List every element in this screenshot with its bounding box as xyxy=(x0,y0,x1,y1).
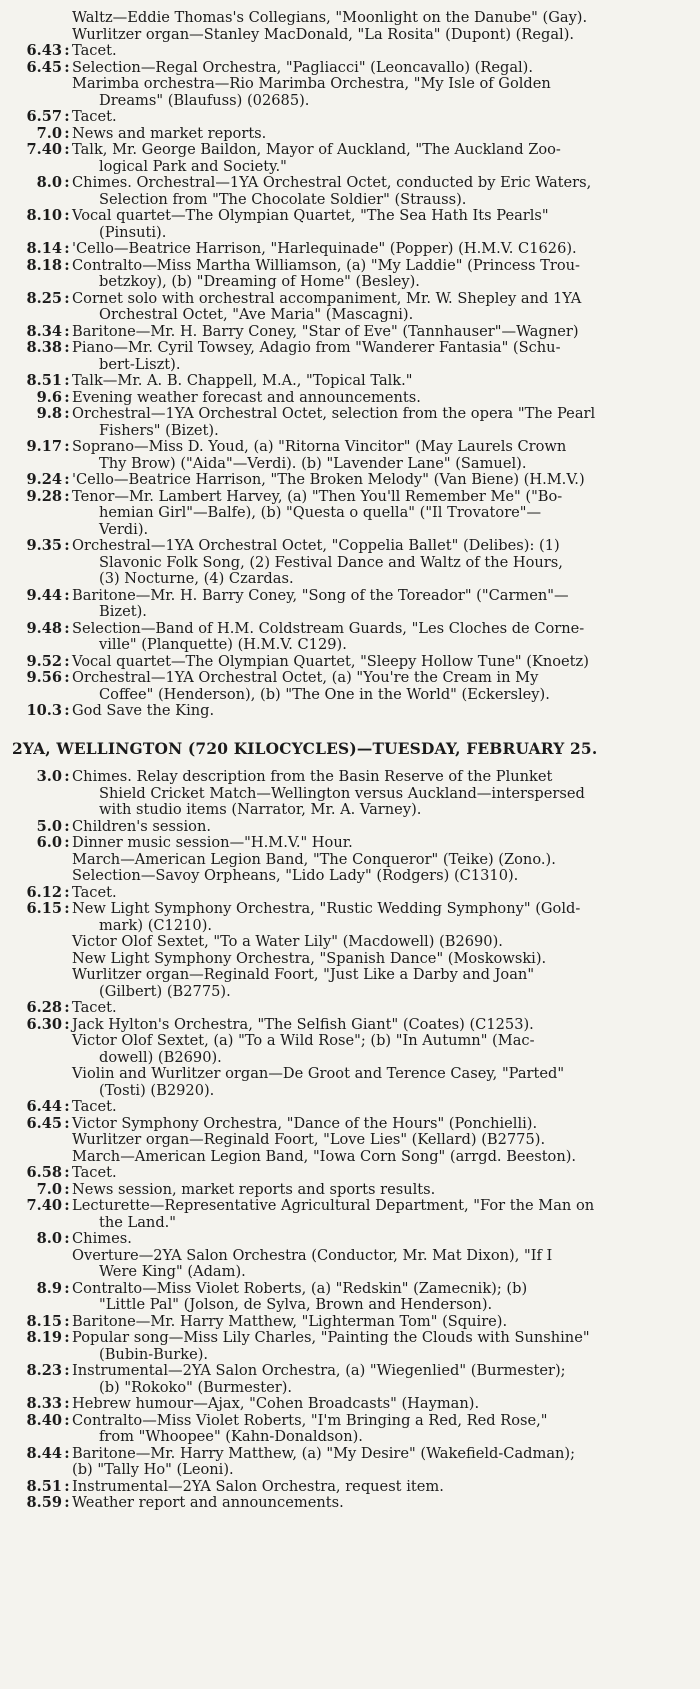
time-separator: : xyxy=(64,1197,70,1214)
time-separator: : xyxy=(64,669,70,686)
entry-description xyxy=(72,885,694,902)
entry-description xyxy=(72,819,694,836)
entry-line: Evening weather forecast and announcements. xyxy=(72,388,421,406)
entry-description xyxy=(72,43,694,60)
time-separator: : xyxy=(64,58,70,76)
programme-entry xyxy=(8,208,694,241)
entry-time: 8.44 xyxy=(26,1444,62,1462)
entry-line: Wurlitzer organ—Stanley MacDonald, "La Rosita" (Dupont) (Regal). xyxy=(72,25,575,43)
entry-line: Talk, Mr. George Baildon, Mayor of Auckland, "The Auckland Zoo- xyxy=(72,141,561,158)
programme-entry xyxy=(8,1000,694,1017)
entry-line: logical Park and Society." xyxy=(99,157,287,175)
entry-description xyxy=(72,1231,694,1281)
programme-entry xyxy=(8,819,694,836)
entry-line: Baritone—Mr. Harry Matthew, "Lighterman Tom" (Squire). xyxy=(72,1312,508,1330)
entry-line: from "Whoopee" (Kahn-Donaldson). xyxy=(99,1428,363,1445)
entry-description xyxy=(72,1198,694,1231)
time-separator: : xyxy=(64,900,70,917)
time-separator: : xyxy=(64,999,70,1016)
entry-time: 9.8 xyxy=(36,405,62,422)
time-separator: : xyxy=(64,1395,70,1412)
entry-description xyxy=(72,1116,694,1166)
entry-line: Weather report and announcements. xyxy=(72,1494,344,1511)
entry-description xyxy=(72,1000,694,1017)
entry-time: 9.6 xyxy=(36,388,62,406)
entry-line: Orchestral—1YA Orchestral Octet, "Coppelia Ballet" (Delibes): (1) xyxy=(72,537,560,554)
entry-time: 6.28 xyxy=(26,999,62,1016)
entry-time: 6.57 xyxy=(26,108,62,125)
entry-description xyxy=(72,1281,694,1314)
time-separator: : xyxy=(64,141,70,158)
entry-line: Orchestral Octet, "Ave Maria" (Mascagni). xyxy=(99,306,414,323)
entry-time: 8.15 xyxy=(26,1312,62,1330)
time-separator: : xyxy=(64,1477,70,1495)
entry-description xyxy=(72,10,694,43)
entry-line: Dreams" (Blaufuss) (02685). xyxy=(99,91,310,109)
entry-description xyxy=(72,1165,694,1182)
entry-line: Victor Symphony Orchestra, "Dance of the Hours" (Ponchielli). xyxy=(72,1114,538,1132)
programme-entry xyxy=(8,1413,694,1446)
entry-time: 8.10 xyxy=(26,207,62,224)
entry-line: Violin and Wurlitzer organ—De Groot and Terence Casey, "Parted" xyxy=(72,1065,565,1082)
entry-line: (Gilbert) (B2775). xyxy=(99,982,231,1000)
time-separator: : xyxy=(64,289,70,307)
programme-entry xyxy=(8,472,694,489)
entry-line: (Bubin-Burke). xyxy=(99,1345,209,1363)
entry-line: Thy Brow) ("Aida"—Verdi). (b) "Lavender Lane" (Samuel). xyxy=(99,454,527,472)
programme-entry xyxy=(8,1182,694,1199)
entry-line: Children's session. xyxy=(72,817,211,835)
time-separator: : xyxy=(64,1444,70,1462)
programme-entry xyxy=(8,703,694,720)
programme-entry xyxy=(8,1446,694,1479)
time-separator: : xyxy=(64,487,70,505)
entry-time: 7.0 xyxy=(36,124,62,142)
entry-line: Chimes. Orchestral—1YA Orchestral Octet, conducted by Eric Waters, xyxy=(72,174,592,191)
entry-line: "Little Pal" (Jolson, de Sylva, Brown and Henderson). xyxy=(99,1296,493,1313)
entry-line: Tacet. xyxy=(72,42,117,59)
time-separator: : xyxy=(64,124,70,142)
entry-line: Tacet. xyxy=(72,883,117,901)
entry-line: Instrumental—2YA Salon Orchestra, (a) "Wiegenlied" (Burmester); xyxy=(72,1362,566,1379)
programme-entry xyxy=(8,1099,694,1116)
entry-time: 8.51 xyxy=(26,1477,62,1495)
entry-line: Contralto—Miss Violet Roberts, "I'm Bringing a Red, Red Rose," xyxy=(72,1411,548,1429)
time-separator: : xyxy=(64,207,70,224)
entry-time: 8.23 xyxy=(26,1362,62,1379)
entry-line: Dinner music session—"H.M.V." Hour. xyxy=(72,834,353,851)
entry-description xyxy=(72,373,694,390)
entry-time: 6.12 xyxy=(26,883,62,901)
entry-line: Wurlitzer organ—Reginald Foort, "Just Like a Darby and Joan" xyxy=(72,966,535,983)
entry-line: Tacet. xyxy=(72,1098,117,1115)
programme-entry xyxy=(8,1495,694,1512)
entry-description xyxy=(72,1330,694,1363)
time-separator: : xyxy=(64,768,70,785)
entry-line: Shield Cricket Match—Wellington versus Auckland—interspersed xyxy=(99,784,585,802)
entry-description xyxy=(72,489,694,539)
entry-description xyxy=(72,538,694,588)
time-separator: : xyxy=(64,339,70,356)
programme-entry xyxy=(8,1017,694,1100)
time-separator: : xyxy=(64,834,70,851)
entry-line: bert-Liszt). xyxy=(99,355,181,373)
entry-line: Tenor—Mr. Lambert Harvey, (a) "Then You'll Remember Me" ("Bo- xyxy=(72,487,563,505)
programme-entry xyxy=(8,175,694,208)
time-separator: : xyxy=(64,1015,70,1033)
time-separator: : xyxy=(64,1098,70,1115)
programme-entry xyxy=(8,1396,694,1413)
entry-line: Selection—Savoy Orpheans, "Lido Lady" (Rodgers) (C1310). xyxy=(72,867,519,884)
entry-line: Chimes. xyxy=(72,1230,132,1247)
entry-description xyxy=(72,703,694,720)
entry-line: (Pinsuti). xyxy=(99,223,167,241)
entry-description xyxy=(72,1017,694,1100)
time-separator: : xyxy=(64,1279,70,1297)
entry-line: Tacet. xyxy=(72,999,117,1016)
entry-line: (b) "Rokoko" (Burmester). xyxy=(99,1378,293,1396)
programme-entry xyxy=(8,769,694,819)
station-heading-2ya: 2YA, WELLINGTON (720 KILOCYCLES)—TUESDAY, FEBRUARY 25. xyxy=(12,739,598,758)
programme-entry xyxy=(8,588,694,621)
programme-entry xyxy=(8,390,694,407)
entry-time: 9.35 xyxy=(26,537,62,554)
programme-entry xyxy=(8,1116,694,1166)
time-separator: : xyxy=(64,240,70,257)
programme-entry xyxy=(8,1330,694,1363)
entry-line: Verdi). xyxy=(99,520,149,538)
time-separator: : xyxy=(64,652,70,670)
programme-entry xyxy=(8,1314,694,1331)
entry-line: New Light Symphony Orchestra, "Spanish Dance" (Moskowski). xyxy=(72,949,547,967)
entry-time: 6.0 xyxy=(36,834,62,851)
entry-time: 9.44 xyxy=(26,586,62,604)
time-separator: : xyxy=(64,42,70,59)
entry-time: 8.59 xyxy=(26,1494,62,1511)
entry-line: Baritone—Mr. H. Barry Coney, "Star of Eve" (Tannhauser"—Wagner) xyxy=(72,322,579,340)
programme-entry xyxy=(8,439,694,472)
entry-time: 3.0 xyxy=(36,768,62,785)
entry-description xyxy=(72,109,694,126)
entry-line: Slavonic Folk Song, (2) Festival Dance and Waltz of the Hours, xyxy=(99,553,563,571)
programme-entry xyxy=(8,1363,694,1396)
entry-description xyxy=(72,208,694,241)
entry-line: Instrumental—2YA Salon Orchestra, request item. xyxy=(72,1477,444,1495)
entry-line: Orchestral—1YA Orchestral Octet, (a) "You're the Cream in My xyxy=(72,669,539,686)
programme-entry xyxy=(8,538,694,588)
entry-description xyxy=(72,142,694,175)
programme-entry xyxy=(8,835,694,885)
programme-entry xyxy=(8,60,694,110)
entry-line: News and market reports. xyxy=(72,124,267,142)
programme-entry xyxy=(8,901,694,1000)
entry-line: Chimes. Relay description from the Basin Reserve of the Plunket xyxy=(72,768,553,785)
entry-line: Jack Hylton's Orchestra, "The Selfish Giant" (Coates) (C1253). xyxy=(72,1015,534,1033)
entry-line: Marimba orchestra—Rio Marimba Orchestra, "My Isle of Golden xyxy=(72,75,551,92)
programme-entry xyxy=(8,324,694,341)
entry-description xyxy=(72,1413,694,1446)
programme-entry xyxy=(8,1281,694,1314)
entry-time: 9.24 xyxy=(26,471,62,488)
entry-line: Baritone—Mr. Harry Matthew, (a) "My Desire" (Wakefield-Cadman); xyxy=(72,1444,576,1462)
entry-time: 6.15 xyxy=(26,900,62,917)
entry-time: 8.19 xyxy=(26,1329,62,1346)
entry-line: Cornet solo with orchestral accompaniment, Mr. W. Shepley and 1YA xyxy=(72,289,582,307)
programme-entry xyxy=(8,258,694,291)
entry-description xyxy=(72,670,694,703)
time-separator: : xyxy=(64,405,70,422)
time-separator: : xyxy=(64,586,70,604)
entry-line: Victor Olof Sextet, "To a Water Lily" (Macdowell) (B2690). xyxy=(72,933,503,950)
entry-time: 6.45 xyxy=(26,58,62,76)
entry-line: Soprano—Miss D. Youd, (a) "Ritorna Vincitor" (May Laurels Crown xyxy=(72,438,567,455)
entry-description xyxy=(72,324,694,341)
entry-line: Victor Olof Sextet, (a) "To a Wild Rose"; (b) "In Autumn" (Mac- xyxy=(72,1032,535,1049)
entry-line: (Tosti) (B2920). xyxy=(99,1081,215,1099)
programme-entry xyxy=(8,406,694,439)
programme-entry xyxy=(8,340,694,373)
entry-description xyxy=(72,901,694,1000)
entry-time: 8.14 xyxy=(26,240,62,257)
entry-description xyxy=(72,291,694,324)
time-separator: : xyxy=(64,537,70,554)
entry-description xyxy=(72,1396,694,1413)
entry-line: 'Cello—Beatrice Harrison, "Harlequinade" (Popper) (H.M.V. C1626). xyxy=(72,240,577,257)
entry-time: 9.28 xyxy=(26,487,62,505)
entry-description xyxy=(72,241,694,258)
time-separator: : xyxy=(64,1494,70,1511)
programme-entry xyxy=(8,1231,694,1281)
entry-description xyxy=(72,1446,694,1479)
entry-line: (b) "Tally Ho" (Leoni). xyxy=(72,1461,234,1478)
entry-time: 7.40 xyxy=(26,1197,62,1214)
entry-line: Bizet). xyxy=(99,603,147,620)
entry-line: 'Cello—Beatrice Harrison, "The Broken Melody" (Van Biene) (H.M.V.) xyxy=(72,471,585,488)
time-separator: : xyxy=(64,817,70,835)
entry-description xyxy=(72,654,694,671)
programme-entry xyxy=(8,654,694,671)
entry-description xyxy=(72,175,694,208)
entry-time: 8.51 xyxy=(26,372,62,389)
entry-time: 6.30 xyxy=(26,1015,62,1033)
programme-1ya-auckland xyxy=(8,10,694,720)
entry-description xyxy=(72,1363,694,1396)
time-separator: : xyxy=(64,702,70,719)
time-separator: : xyxy=(64,256,70,274)
programme-entry xyxy=(8,373,694,390)
entry-description xyxy=(72,406,694,439)
programme-entry xyxy=(8,489,694,539)
entry-line: Hebrew humour—Ajax, "Cohen Broadcasts" (Hayman). xyxy=(72,1395,480,1412)
programme-entry xyxy=(8,291,694,324)
time-separator: : xyxy=(64,1329,70,1346)
entry-line: mark) (C1210). xyxy=(99,916,213,934)
entry-line: dowell) (B2690). xyxy=(99,1048,222,1066)
entry-description xyxy=(72,621,694,654)
entry-line: (3) Nocturne, (4) Czardas. xyxy=(99,570,294,587)
programme-entry xyxy=(8,142,694,175)
entry-line: Overture—2YA Salon Orchestra (Conductor, Mr. Mat Dixon), "If I xyxy=(72,1246,553,1264)
programme-entry xyxy=(8,670,694,703)
entry-line: Talk—Mr. A. B. Chappell, M.A., "Topical Talk." xyxy=(72,372,413,389)
entry-line: with studio items (Narrator, Mr. A. Varney). xyxy=(99,801,422,818)
entry-line: Vocal quartet—The Olympian Quartet, "Sleepy Hollow Tune" (Knoetz) xyxy=(72,652,589,670)
entry-time: 7.40 xyxy=(26,141,62,158)
programme-entry xyxy=(8,621,694,654)
entry-line: Baritone—Mr. H. Barry Coney, "Song of the Toreador" ("Carmen"— xyxy=(72,586,569,604)
entry-description xyxy=(72,1314,694,1331)
entry-description xyxy=(72,1099,694,1116)
time-separator: : xyxy=(64,174,70,191)
entry-time: 8.38 xyxy=(26,339,62,356)
entry-time: 6.43 xyxy=(26,42,62,59)
programme-entry xyxy=(8,885,694,902)
entry-time: 8.0 xyxy=(36,1230,62,1247)
entry-time: 6.45 xyxy=(26,1114,62,1132)
entry-line: Selection from "The Chocolate Soldier" (Strauss). xyxy=(99,190,467,208)
entry-description xyxy=(72,1495,694,1512)
programme-entry xyxy=(8,10,694,43)
entry-time: 8.18 xyxy=(26,256,62,274)
programme-entry xyxy=(8,1198,694,1231)
entry-description xyxy=(72,472,694,489)
time-separator: : xyxy=(64,1411,70,1429)
entry-line: ville" (Planquette) (H.M.V. C129). xyxy=(99,636,347,653)
entry-line: Were King" (Adam). xyxy=(99,1263,246,1280)
time-separator: : xyxy=(64,1362,70,1379)
programme-entry xyxy=(8,43,694,60)
entry-line: God Save the King. xyxy=(72,702,215,719)
time-separator: : xyxy=(64,1180,70,1198)
time-separator: : xyxy=(64,388,70,406)
entry-description xyxy=(72,258,694,291)
entry-time: 7.0 xyxy=(36,1180,62,1198)
time-separator: : xyxy=(64,1230,70,1247)
entry-line: Selection—Band of H.M. Coldstream Guards, "Les Cloches de Corne- xyxy=(72,619,585,637)
time-separator: : xyxy=(64,883,70,901)
entry-description xyxy=(72,1182,694,1199)
entry-time: 9.48 xyxy=(26,619,62,637)
entry-line: Contralto—Miss Violet Roberts, (a) "Redskin" (Zamecnik); (b) xyxy=(72,1279,528,1297)
entry-time: 8.34 xyxy=(26,322,62,340)
programme-entry xyxy=(8,109,694,126)
entry-line: Orchestral—1YA Orchestral Octet, selection from the opera "The Pearl xyxy=(72,405,596,422)
entry-line: News session, market reports and sports results. xyxy=(72,1180,436,1198)
time-separator: : xyxy=(64,322,70,340)
time-separator: : xyxy=(64,1114,70,1132)
entry-time: 6.44 xyxy=(26,1098,62,1115)
entry-description xyxy=(72,60,694,110)
programme-entry xyxy=(8,1165,694,1182)
entry-line: March—American Legion Band, "Iowa Corn Song" (arrgd. Beeston). xyxy=(72,1147,577,1165)
entry-time: 6.58 xyxy=(26,1164,62,1181)
entry-time: 8.33 xyxy=(26,1395,62,1412)
entry-line: Vocal quartet—The Olympian Quartet, "The Sea Hath Its Pearls" xyxy=(72,207,549,224)
entry-line: betzkoy), (b) "Dreaming of Home" (Besley). xyxy=(99,273,420,290)
programme-entry xyxy=(8,1479,694,1496)
entry-line: hemian Girl"—Balfe), (b) "Questa o quella" ("Il Trovatore"— xyxy=(99,504,542,521)
time-separator: : xyxy=(64,372,70,389)
entry-line: Tacet. xyxy=(72,1164,117,1181)
entry-time: 8.25 xyxy=(26,289,62,307)
entry-line: Popular song—Miss Lily Charles, "Painting the Clouds with Sunshine" xyxy=(72,1329,590,1346)
entry-description xyxy=(72,439,694,472)
entry-time: 9.17 xyxy=(26,438,62,455)
entry-description xyxy=(72,588,694,621)
entry-line: Fishers" (Bizet). xyxy=(99,421,219,439)
entry-description xyxy=(72,126,694,143)
entry-description xyxy=(72,835,694,885)
entry-line: Selection—Regal Orchestra, "Pagliacci" (Leoncavallo) (Regal). xyxy=(72,58,534,76)
entry-time: 8.9 xyxy=(36,1279,62,1297)
programme-entry xyxy=(8,126,694,143)
entry-line: March—American Legion Band, "The Conqueror" (Teike) (Zono.). xyxy=(72,850,556,868)
entry-time: 9.52 xyxy=(26,652,62,670)
time-separator: : xyxy=(64,471,70,488)
entry-line: Contralto—Miss Martha Williamson, (a) "My Laddie" (Princess Trou- xyxy=(72,256,580,274)
time-separator: : xyxy=(64,1164,70,1181)
entry-line: Lecturette—Representative Agricultural Department, "For the Man on xyxy=(72,1197,595,1214)
entry-description xyxy=(72,769,694,819)
entry-time: 8.40 xyxy=(26,1411,62,1429)
time-separator: : xyxy=(64,108,70,125)
entry-line: the Land." xyxy=(99,1213,177,1231)
entry-line: Tacet. xyxy=(72,108,117,125)
entry-line: Coffee" (Henderson), (b) "The One in the World" (Eckersley). xyxy=(99,685,550,703)
entry-description xyxy=(72,1479,694,1496)
programme-2ya-wellington xyxy=(8,769,694,1512)
time-separator: : xyxy=(64,1312,70,1330)
time-separator: : xyxy=(64,619,70,637)
programme-entry xyxy=(8,241,694,258)
entry-line: Waltz—Eddie Thomas's Collegians, "Moonlight on the Danube" (Gay). xyxy=(72,9,588,26)
entry-line: New Light Symphony Orchestra, "Rustic Wedding Symphony" (Gold- xyxy=(72,900,581,917)
time-separator: : xyxy=(64,438,70,455)
entry-time: 10.3 xyxy=(26,702,62,719)
entry-time: 8.0 xyxy=(36,174,62,191)
entry-time: 9.56 xyxy=(26,669,62,686)
entry-time: 5.0 xyxy=(36,817,62,835)
entry-line: Piano—Mr. Cyril Towsey, Adagio from "Wanderer Fantasia" (Schu- xyxy=(72,339,561,356)
entry-description xyxy=(72,340,694,373)
entry-line: Wurlitzer organ—Reginald Foort, "Love Lies" (Kellard) (B2775). xyxy=(72,1131,546,1148)
entry-description xyxy=(72,390,694,407)
